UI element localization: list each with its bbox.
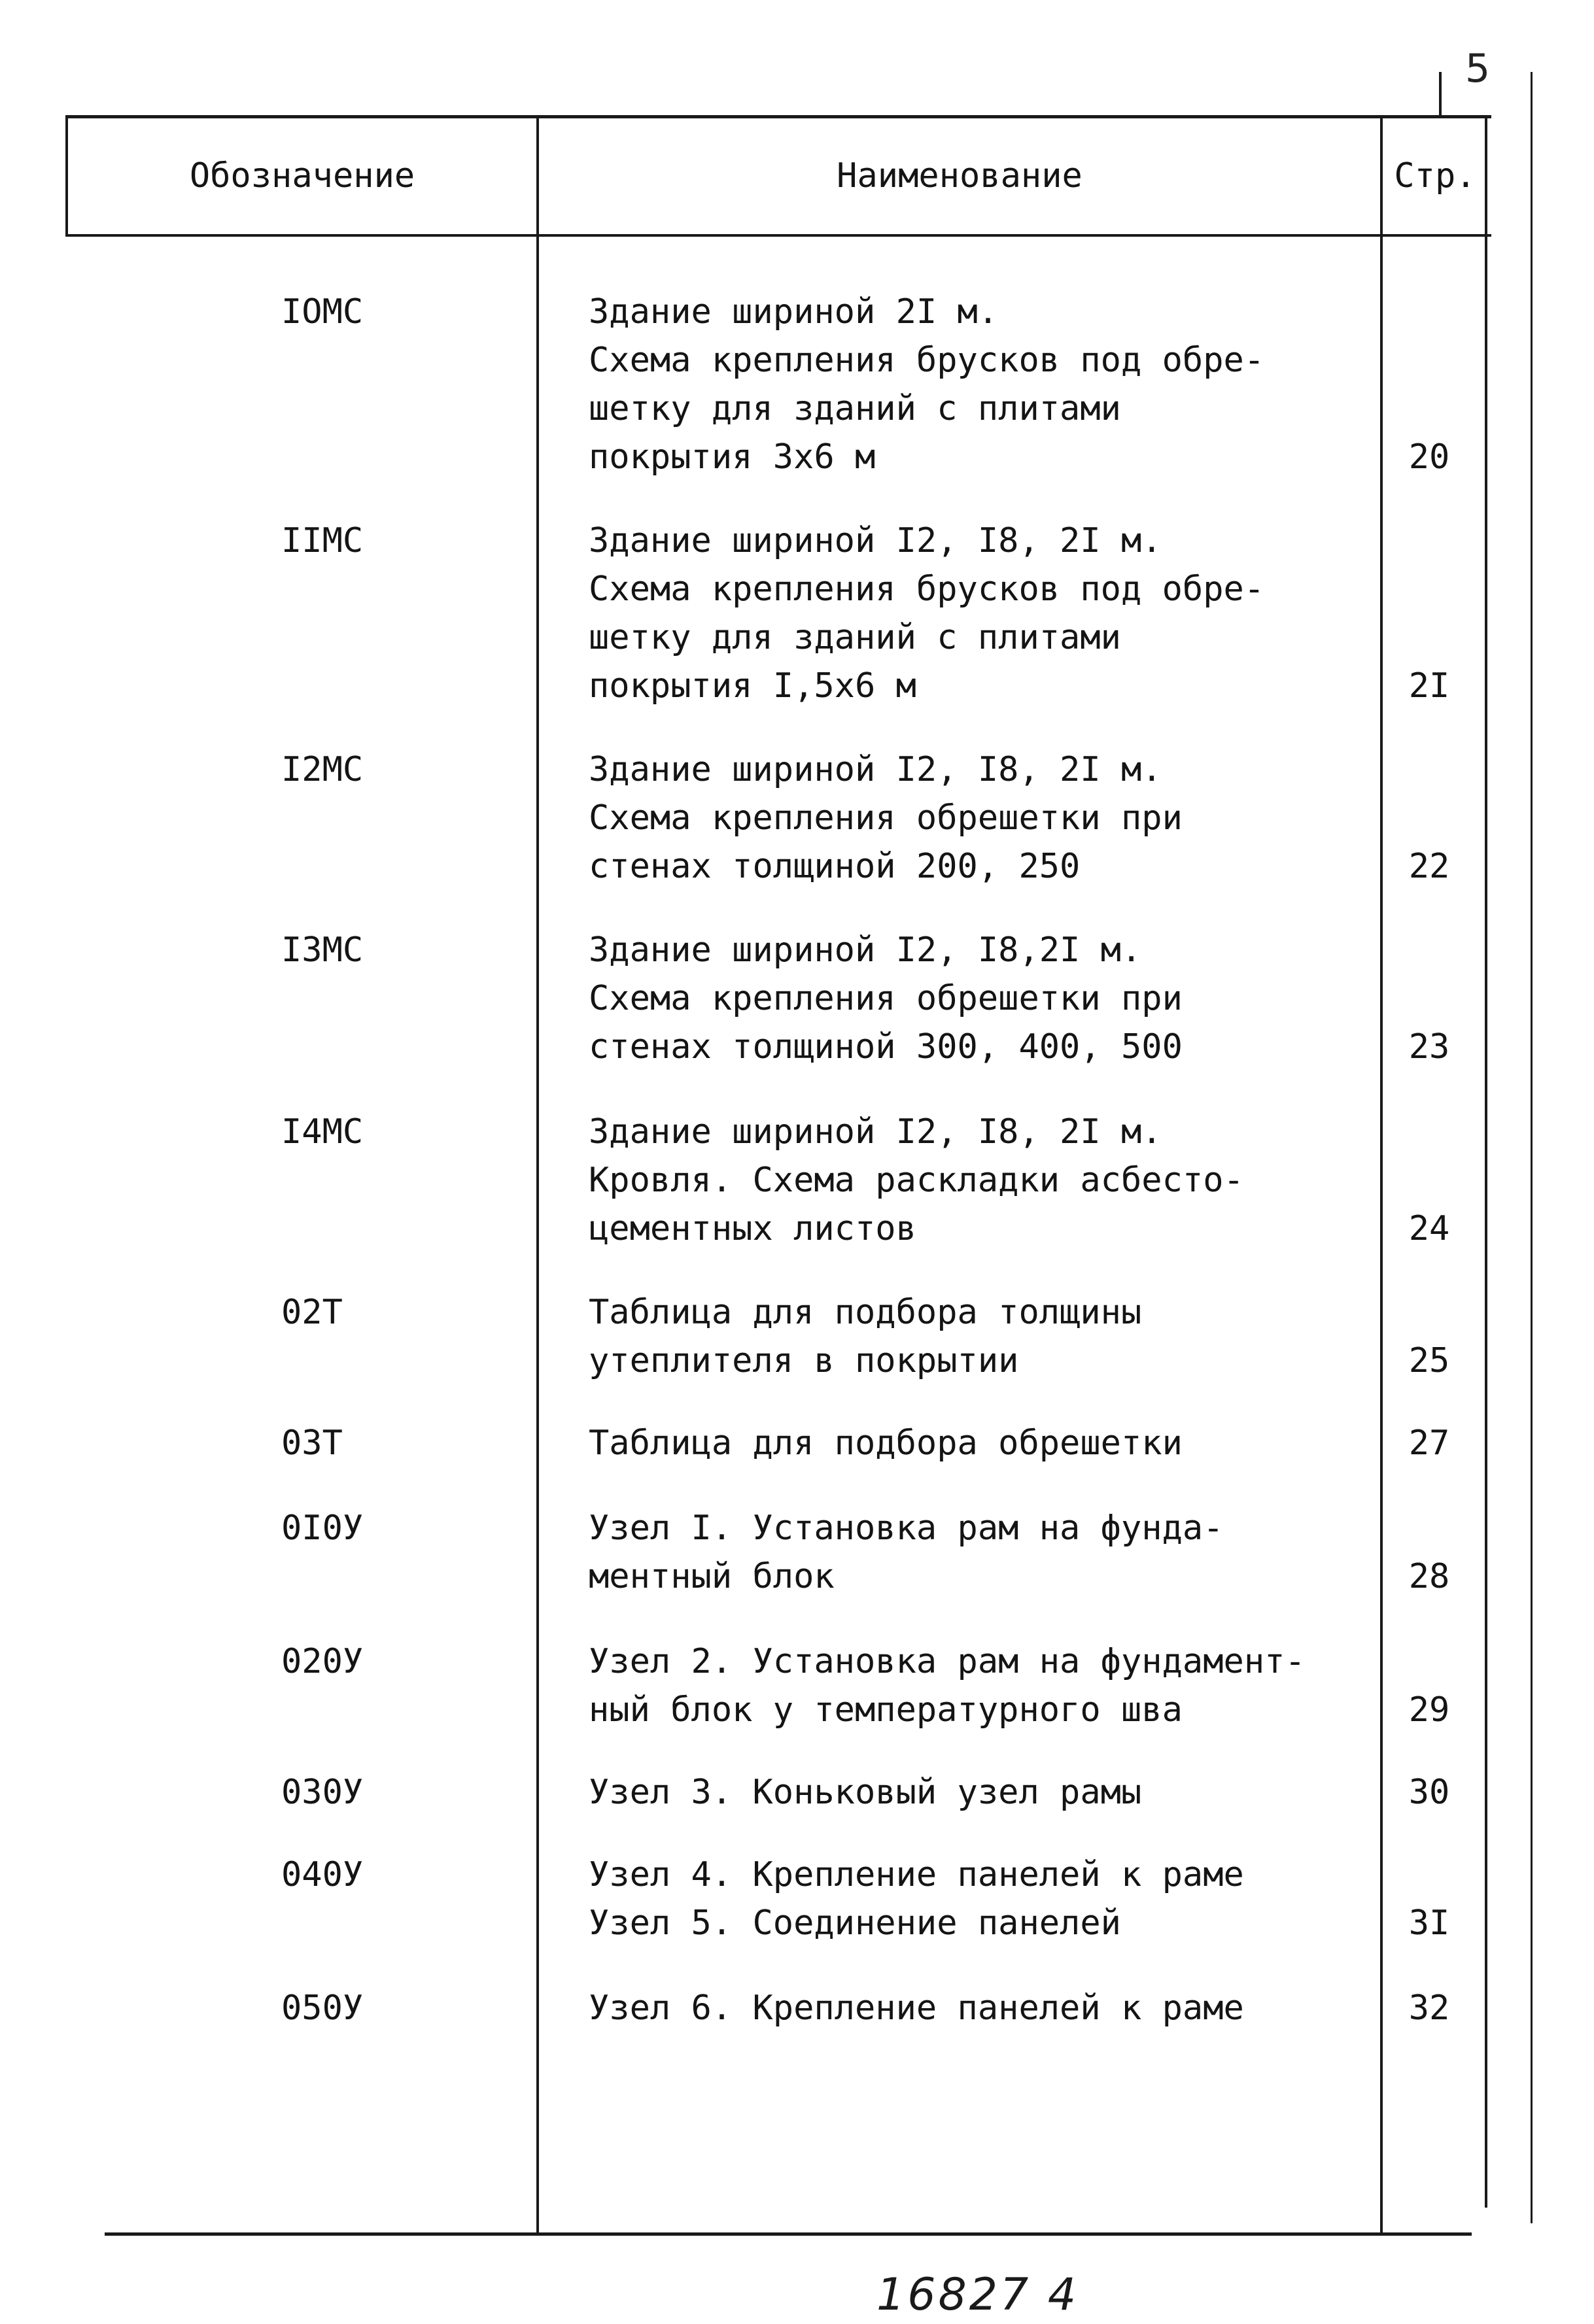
- row-name-line: Узел 4. Крепление панелей к раме: [589, 1855, 1244, 1894]
- table-bottom-border: [105, 2232, 1472, 2236]
- row-name-line: Узел I. Установка рам на фунда-: [589, 1509, 1224, 1548]
- row-name-line: Узел 2. Установка рам на фундамент-: [589, 1642, 1306, 1681]
- column-divider-code-name: [536, 115, 539, 2234]
- row-page: 20: [1408, 437, 1450, 477]
- row-code: 030У: [281, 1773, 364, 1812]
- row-page: 2I: [1408, 666, 1450, 706]
- row-code: 020У: [281, 1642, 364, 1681]
- row-page: 30: [1408, 1773, 1450, 1812]
- table-top-border: [65, 115, 1491, 118]
- row-page: 25: [1408, 1341, 1450, 1380]
- row-code: I3MC: [281, 931, 364, 970]
- row-name-line: покрытия I,5х6 м: [589, 666, 916, 706]
- row-page: 23: [1408, 1027, 1450, 1067]
- row-name-line: Узел 5. Соединение панелей: [589, 1904, 1121, 1943]
- row-page: 3I: [1408, 1904, 1450, 1943]
- row-name-line: ный блок у температурного шва: [589, 1690, 1183, 1730]
- corner-tick: [1439, 72, 1442, 115]
- row-name-line: шетку для зданий с плитами: [589, 618, 1121, 657]
- row-code: IOMC: [281, 292, 364, 332]
- row-page: 22: [1408, 847, 1450, 886]
- row-page: 28: [1408, 1557, 1450, 1596]
- row-name-line: Таблица для подбора толщины: [589, 1293, 1142, 1332]
- row-code: 03T: [281, 1424, 343, 1463]
- row-code: 02T: [281, 1293, 343, 1332]
- handwritten-number: 16827 4: [876, 2269, 1079, 2321]
- corner-page-mark: 5: [1465, 46, 1491, 92]
- row-name-line: Таблица для подбора обрешетки: [589, 1424, 1183, 1463]
- row-name-line: Здание шириной I2, I8,2I м.: [589, 931, 1142, 970]
- row-name-line: шетку для зданий с плитами: [589, 389, 1121, 428]
- row-page: 32: [1408, 1989, 1450, 2028]
- row-code: 050У: [281, 1989, 364, 2028]
- row-code: I2MC: [281, 750, 364, 789]
- header-bottom-border: [65, 234, 1491, 237]
- row-name-line: ментный блок: [589, 1557, 835, 1596]
- header-page: Стр.: [1394, 156, 1476, 196]
- row-name-line: Узел 6. Крепление панелей к раме: [589, 1989, 1244, 2028]
- row-page: 24: [1408, 1209, 1450, 1248]
- row-code: IIMC: [281, 521, 364, 560]
- row-name-line: покрытия 3х6 м: [589, 437, 876, 477]
- row-name-line: Здание шириной I2, I8, 2I м.: [589, 521, 1162, 560]
- row-code: 0I0У: [281, 1509, 364, 1548]
- row-code: 040У: [281, 1855, 364, 1894]
- row-name-line: Здание шириной I2, I8, 2I м.: [589, 1112, 1162, 1152]
- row-name-line: Схема крепления брусков под обре-: [589, 570, 1265, 609]
- row-name-line: утеплителя в покрытии: [589, 1341, 1019, 1380]
- header-name: Наименование: [837, 156, 1083, 196]
- row-name-line: Схема крепления обрешетки при: [589, 979, 1183, 1018]
- table-right-border: [1485, 115, 1487, 2208]
- row-name-line: Схема крепления обрешетки при: [589, 798, 1183, 838]
- row-page: 29: [1408, 1690, 1450, 1730]
- row-name-line: Кровля. Схема раскладки асбесто-: [589, 1161, 1244, 1200]
- header-designation: Обозначение: [189, 156, 415, 196]
- row-name-line: стенах толщиной 200, 250: [589, 847, 1081, 886]
- row-name-line: Узел 3. Коньковый узел рамы: [589, 1773, 1142, 1812]
- row-name-line: Схема крепления брусков под обре-: [589, 341, 1265, 380]
- row-code: I4MC: [281, 1112, 364, 1152]
- row-name-line: Здание шириной I2, I8, 2I м.: [589, 750, 1162, 789]
- row-page: 27: [1408, 1424, 1450, 1463]
- row-name-line: цементных листов: [589, 1209, 916, 1248]
- row-name-line: стенах толщиной 300, 400, 500: [589, 1027, 1183, 1067]
- row-name-line: Здание шириной 2I м.: [589, 292, 999, 332]
- page-right-edge: [1531, 72, 1533, 2223]
